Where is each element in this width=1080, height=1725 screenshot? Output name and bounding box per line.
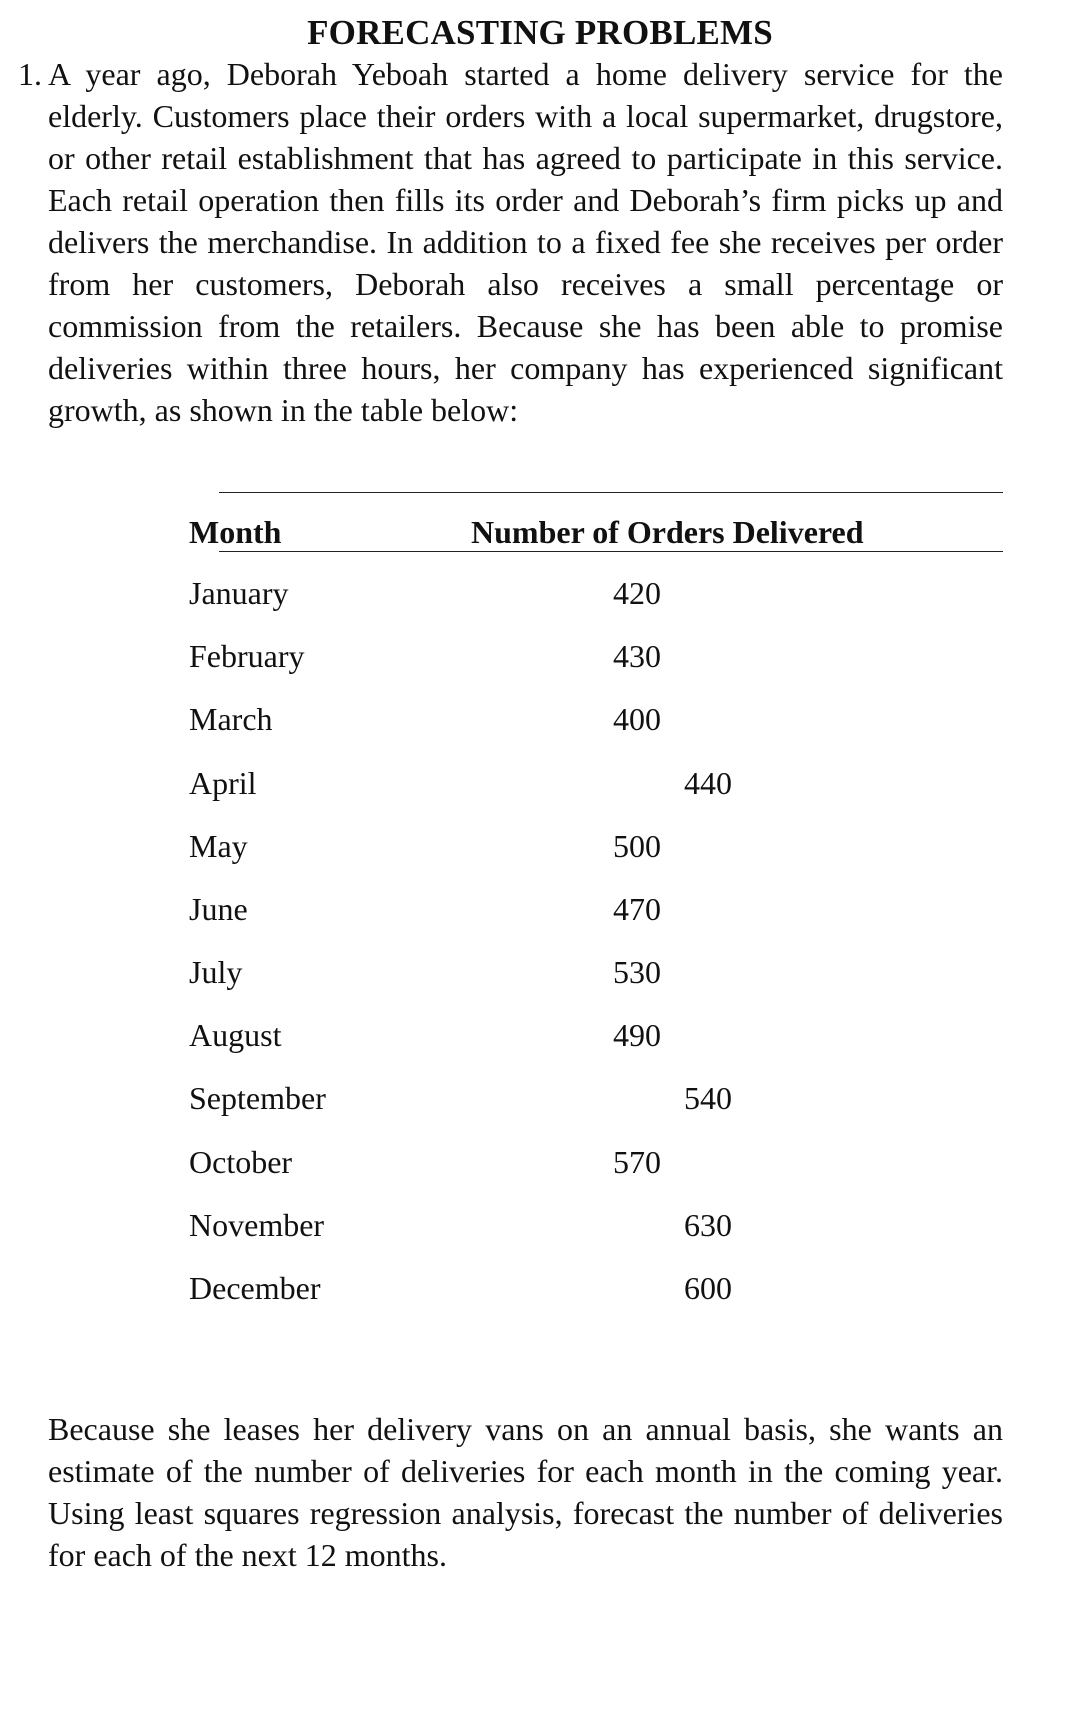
orders-cell: 600 (684, 1270, 732, 1306)
table-header-rule (219, 551, 1003, 552)
orders-cell: 430 (613, 638, 661, 674)
month-cell: May (189, 828, 248, 864)
orders-cell: 540 (684, 1080, 732, 1116)
problem-question: Because she leases her delivery vans on an annual basis, she wants an estimate of the number of deliveries for each month in the coming year. Using least squares regression analysis, forecast the number of deliveries for each of the next 12 months. (48, 1411, 1003, 1573)
orders-cell: 490 (613, 1017, 661, 1053)
table-row (0, 1015, 1080, 1055)
orders-cell: 420 (613, 575, 661, 611)
table-row (0, 636, 1080, 676)
orders-cell: 630 (684, 1207, 732, 1243)
problem-intro: A year ago, Deborah Yeboah started a home delivery service for the elderly. Customers place their orders with a local supermarket, drugstore, or other retail establishment that has agreed to participate in this service. Each retail operation then fills its order and Deborah’s firm picks up and delivers the merchandise. In addition to a fixed fee she receives per order from her customers, Deborah also receives a small percentage or commission from the retailers. Because she has been able to promise deliveries within three hours, her company has experienced significant growth, as shown in the table below: (48, 56, 1003, 428)
month-cell: April (189, 765, 257, 801)
month-cell: June (189, 891, 248, 927)
table-row (0, 1268, 1080, 1308)
table-row (0, 1142, 1080, 1182)
page-title: FORECASTING PROBLEMS (307, 13, 773, 52)
table-row (0, 1078, 1080, 1118)
orders-cell: 530 (613, 954, 661, 990)
table-header-month: Month (189, 514, 282, 550)
month-cell: September (189, 1080, 326, 1116)
table-row (0, 889, 1080, 929)
table-row (0, 952, 1080, 992)
orders-cell: 570 (613, 1144, 661, 1180)
table-top-rule (219, 492, 1003, 493)
table-row (0, 826, 1080, 866)
month-cell: October (189, 1144, 293, 1180)
month-cell: July (189, 954, 243, 990)
orders-cell: 440 (684, 765, 732, 801)
month-cell: January (189, 575, 289, 611)
orders-cell: 500 (613, 828, 661, 864)
orders-cell: 400 (613, 701, 661, 737)
month-cell: November (189, 1207, 325, 1243)
table-row (0, 699, 1080, 739)
table-row (0, 763, 1080, 803)
problem-number: 1. (18, 56, 42, 92)
table-row (0, 1205, 1080, 1245)
month-cell: February (189, 638, 305, 674)
orders-cell: 470 (613, 891, 661, 927)
month-cell: March (189, 701, 273, 737)
month-cell: August (189, 1017, 282, 1053)
table-row (0, 573, 1080, 613)
table-header-orders: Number of Orders Delivered (471, 514, 864, 550)
month-cell: December (189, 1270, 321, 1306)
